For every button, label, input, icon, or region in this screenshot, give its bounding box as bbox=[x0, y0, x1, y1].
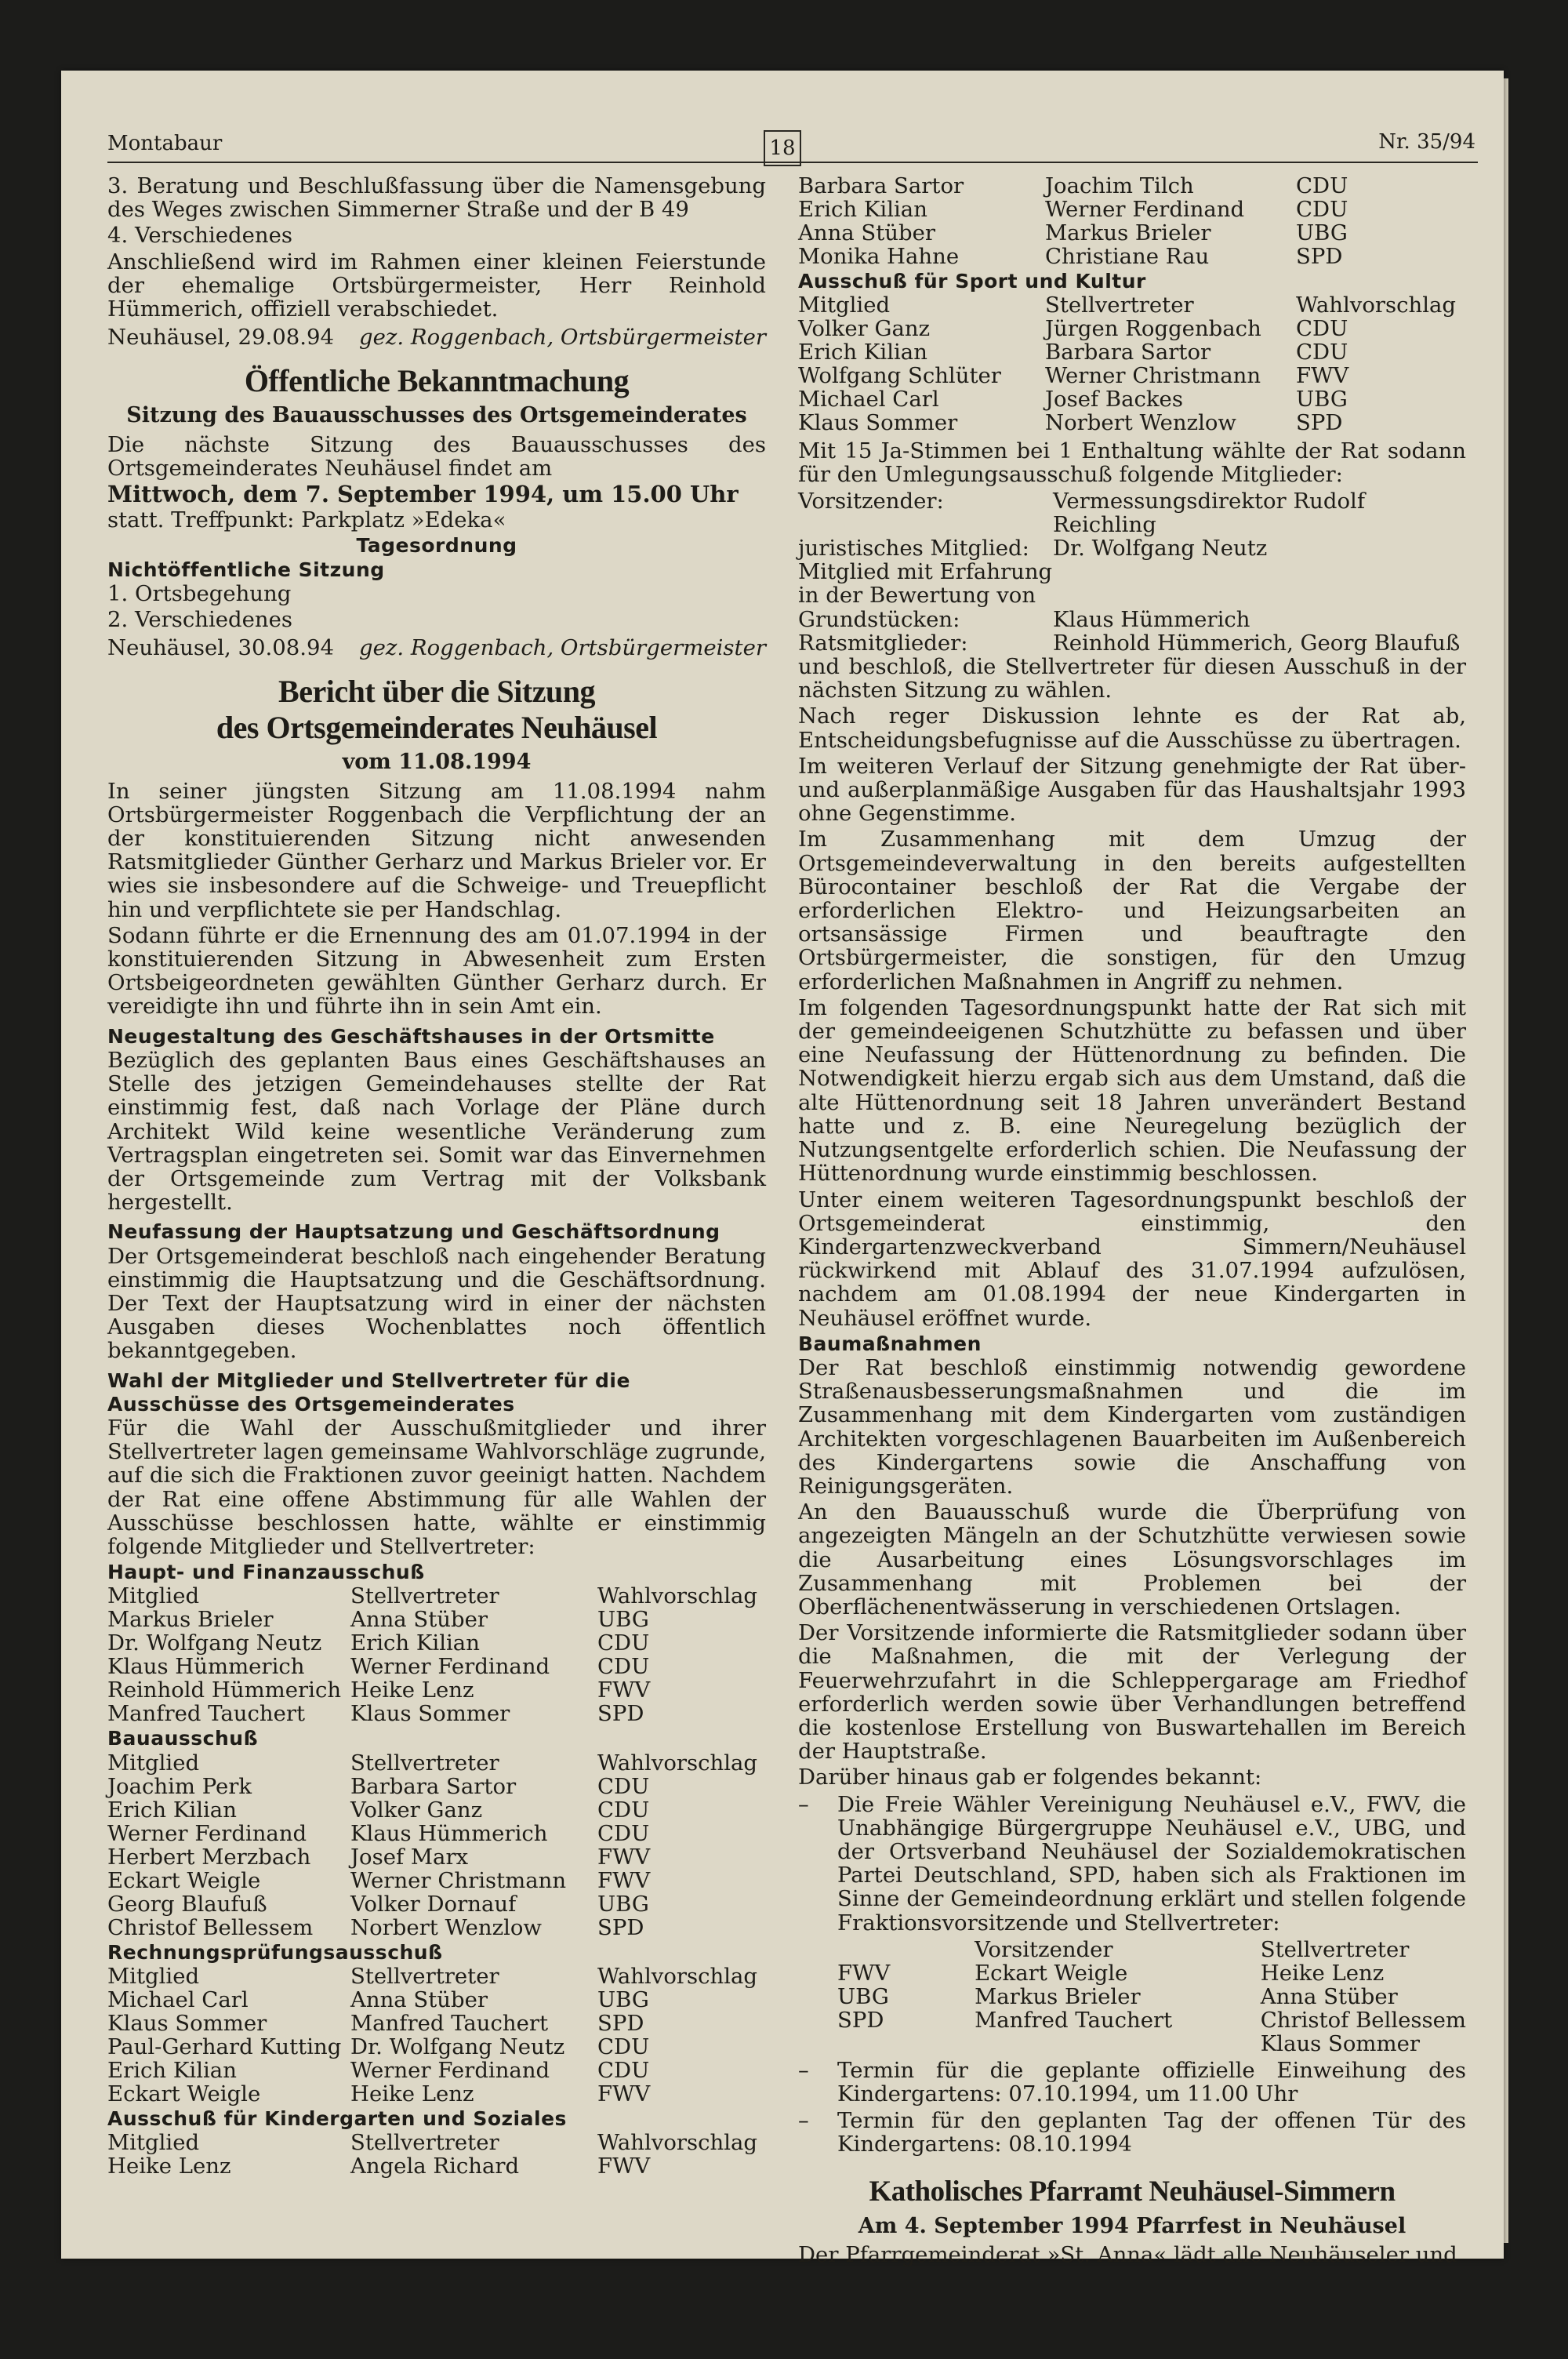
table-row bbox=[107, 1988, 766, 2012]
deputy-cell: Angela Richard bbox=[350, 2153, 520, 2179]
party-cell: FWV bbox=[597, 1867, 651, 1893]
deputy-cell: Erich Kilian bbox=[350, 1630, 480, 1656]
deputy-cell: Joachim Tilch bbox=[1045, 173, 1194, 198]
pfarramt-title: Katholisches Pfarramt Neuhäusel-Simmern bbox=[869, 2175, 1396, 2208]
member-cell: Werner Ferdinand bbox=[107, 1820, 307, 1846]
party-cell: CDU bbox=[597, 1820, 650, 1846]
paragraph: statt. Treffpunkt: Parkplatz »Edeka« bbox=[107, 507, 506, 533]
deputy-cell: Christof Bellessem bbox=[1260, 2007, 1466, 2033]
member-cell: Erich Kilian bbox=[107, 1797, 237, 1823]
party-cell: CDU bbox=[1296, 197, 1348, 222]
announcement-text: Die Freie Wähler Vereinigung Neuhäusel e.V., FWV, die Unabhängige Bürgergruppe Neuhäusel e.V., UBG, und der Ortsverband Neuhäusel der Sozialdemokratischen Partei Deutschland, SPD, haben sich als Fraktionen im Sinne der Gemeindeordnung erklärt und stellen folgende Fraktionsvorsitzende und Stellvertreter: bbox=[837, 1791, 1466, 1936]
committee-heading: Ausschuß für Kindergarten und Soziales bbox=[107, 2106, 567, 2130]
paragraph: Im weiteren Verlauf der Sitzung genehmigte der Rat über- und außerplanmäßige Ausgaben für das Haushaltsjahr 1993 ohne Gegenstimme. bbox=[798, 753, 1466, 827]
fraktion-cell: SPD bbox=[837, 2007, 884, 2033]
table-row bbox=[107, 1631, 766, 1655]
table-row bbox=[107, 1655, 766, 1678]
deputy-cell: Barbara Sartor bbox=[1045, 340, 1211, 365]
committee-heading: Rechnungsprüfungsausschuß bbox=[107, 1940, 443, 1964]
deputy-cell: Dr. Wolfgang Neutz bbox=[350, 2034, 565, 2059]
header-page-number: 18 bbox=[764, 130, 801, 166]
member-cell: Wolfgang Schlüter bbox=[798, 363, 1001, 389]
signature-line bbox=[107, 325, 766, 349]
role-label: in der Bewertung von bbox=[798, 583, 1036, 609]
column-header: Wahlvorschlag bbox=[597, 2129, 758, 2155]
committee-table bbox=[798, 293, 1466, 434]
table-row bbox=[798, 387, 1466, 411]
table-row bbox=[107, 1869, 766, 1892]
party-cell: CDU bbox=[597, 2034, 650, 2059]
committee-heading: Ausschuß für Sport und Kultur bbox=[798, 270, 1146, 293]
chair-cell: Manfred Tauchert bbox=[975, 2007, 1173, 2033]
role-label: Ratsmitglieder: bbox=[798, 630, 968, 656]
table-row bbox=[107, 2154, 766, 2178]
signature-name: gez. Roggenbach, Ortsbürgermeister bbox=[359, 635, 766, 661]
column-header: Stellvertreter bbox=[1045, 293, 1194, 318]
party-cell: UBG bbox=[1296, 387, 1348, 413]
party-cell: CDU bbox=[597, 1630, 650, 1656]
column-header: Vorsitzender bbox=[975, 1936, 1113, 1962]
committee-table bbox=[107, 1751, 766, 1939]
deputy-cell: Heike Lenz bbox=[350, 1677, 474, 1703]
party-cell: CDU bbox=[597, 2057, 650, 2083]
table-row bbox=[837, 1985, 1466, 2008]
table-row bbox=[107, 1965, 766, 1988]
column-header bbox=[837, 1938, 975, 1961]
table-row bbox=[837, 1961, 1466, 1985]
bericht-title: Bericht über die Sitzung bbox=[278, 674, 595, 710]
party-cell: CDU bbox=[597, 1797, 650, 1823]
member-cell: Klaus Sommer bbox=[798, 410, 958, 436]
role-label: Mitglied mit Erfahrung bbox=[798, 559, 1053, 585]
chair-cell: Eckart Weigle bbox=[975, 1960, 1128, 1986]
member-cell: Christof Bellessem bbox=[107, 1914, 314, 1940]
pfarrfest-subtitle: Am 4. September 1994 Pfarrfest in Neuhäusel bbox=[858, 2213, 1406, 2238]
table-row bbox=[107, 2012, 766, 2035]
table-row bbox=[107, 1608, 766, 1631]
dash-marker: – bbox=[798, 2108, 809, 2134]
column-header: Stellvertreter bbox=[350, 1583, 499, 1609]
paragraph: Nach reger Diskussion lehnte es der Rat ab, Entscheidungsbefugnisse auf die Ausschüsse zu übertragen. bbox=[798, 703, 1466, 753]
header-town: Montabaur bbox=[107, 132, 223, 155]
tagesordnung-heading: Tagesordnung bbox=[356, 534, 517, 558]
header-rule bbox=[107, 162, 1478, 163]
party-cell: CDU bbox=[1296, 316, 1348, 342]
table-row bbox=[107, 1845, 766, 1869]
table-row bbox=[107, 2131, 766, 2154]
column-header: Wahlvorschlag bbox=[597, 1750, 758, 1776]
column-header: Stellvertreter bbox=[1260, 1936, 1410, 1962]
table-row bbox=[798, 198, 1466, 221]
left-column bbox=[107, 174, 766, 2178]
member-cell: Eckart Weigle bbox=[107, 2081, 261, 2106]
party-cell: SPD bbox=[597, 1701, 644, 1727]
member-cell: Georg Blaufuß bbox=[107, 1891, 267, 1917]
section-heading: Neufassung der Hauptsatzung und Geschäftsordnung bbox=[107, 1220, 720, 1244]
party-cell: FWV bbox=[597, 1844, 651, 1870]
agenda-item: 3. Beratung und Beschlußfassung über die Namensgebung des Weges zwischen Simmerner Straße und der B 49 bbox=[107, 173, 766, 223]
table-row bbox=[107, 2035, 766, 2059]
member-entry bbox=[798, 536, 1466, 560]
paragraph: Der Ortsgemeinderat beschloß nach eingehender Beratung einstimmig die Hauptsatzung und die Geschäftsordnung. Der Text der Hauptsatzung wird in einer der nächsten Ausgaben dieses Wochenblattes noch öffentlich bekanntgegeben. bbox=[107, 1243, 766, 1364]
table-row bbox=[798, 293, 1466, 317]
committee-table bbox=[798, 174, 1466, 268]
committee-table bbox=[107, 1965, 766, 2106]
table-row bbox=[107, 1916, 766, 1939]
signature-line bbox=[107, 636, 766, 660]
table-row bbox=[798, 340, 1466, 364]
announcement-text: Termin für den geplanten Tag der offenen Tür des Kindergartens: 08.10.1994 bbox=[837, 2108, 1466, 2157]
announcement-item bbox=[798, 2109, 1466, 2156]
party-cell: SPD bbox=[597, 2010, 644, 2036]
role-label: Grundstücken: bbox=[798, 606, 960, 632]
announcement-item bbox=[798, 2059, 1466, 2106]
member-entry bbox=[798, 489, 1466, 536]
table-row bbox=[107, 1798, 766, 1822]
party-cell: UBG bbox=[597, 1986, 649, 2012]
paragraph: Bezüglich des geplanten Baus eines Geschäftshauses an Stelle des jetzigen Gemeindehauses stellte der Rat einstimmig fest, daß nach Vorlage der Pläne durch Architekt Wild keine wesentliche Veränderung zum Vertragsplan eingetreten sei. Somit war das Einvernehmen der Ortsgemeinde zum Vertrag mit der Volksbank hergestellt. bbox=[107, 1047, 766, 1216]
member-cell: Erich Kilian bbox=[798, 340, 927, 365]
deputy-cell: Josef Backes bbox=[1045, 387, 1183, 413]
table-row bbox=[107, 1892, 766, 1916]
deputy-cell: Volker Ganz bbox=[350, 1797, 483, 1823]
deputy-cell: Anna Stüber bbox=[350, 1986, 488, 2012]
dash-marker: – bbox=[798, 1791, 809, 1817]
fraktion-cell bbox=[837, 2032, 975, 2055]
member-cell: Dr. Wolfgang Neutz bbox=[107, 1630, 322, 1656]
committee-table bbox=[107, 2131, 766, 2178]
bekanntmachung-subtitle: Sitzung des Bauausschusses des Ortsgemeinderates bbox=[126, 403, 747, 428]
committee-heading: Bauausschuß bbox=[107, 1727, 259, 1750]
umlegung-members bbox=[798, 489, 1466, 655]
deputy-cell: Jürgen Roggenbach bbox=[1045, 316, 1261, 342]
column-header: Stellvertreter bbox=[350, 2129, 499, 2155]
member-cell: Klaus Sommer bbox=[107, 2010, 267, 2036]
table-row bbox=[798, 221, 1466, 245]
deputy-cell: Volker Dornauf bbox=[350, 1891, 517, 1917]
bericht-date: vom 11.08.1994 bbox=[342, 750, 532, 775]
announcement-item bbox=[798, 1793, 1466, 1935]
party-cell: FWV bbox=[1296, 363, 1349, 389]
meeting-date: Mittwoch, dem 7. September 1994, um 15.00 Uhr bbox=[107, 481, 739, 508]
paragraph: Die nächste Sitzung des Bauausschusses des Ortsgemeinderates Neuhäusel findet am bbox=[107, 431, 766, 481]
signature-place: Neuhäusel, 30.08.94 bbox=[107, 635, 334, 661]
header-issue: Nr. 35/94 bbox=[1378, 130, 1475, 154]
fraktion-cell: UBG bbox=[837, 1983, 889, 2009]
role-label: Vorsitzender: bbox=[798, 488, 944, 514]
agenda-item: 1. Ortsbegehung bbox=[107, 580, 292, 606]
chair-cell: Markus Brieler bbox=[975, 1983, 1141, 2009]
member-name: Dr. Wolfgang Neutz bbox=[1053, 536, 1268, 562]
table-row bbox=[798, 411, 1466, 434]
member-cell: Heike Lenz bbox=[107, 2153, 231, 2179]
bekanntmachung-title: Öffentliche Bekanntmachung bbox=[244, 363, 630, 399]
signature-place: Neuhäusel, 29.08.94 bbox=[107, 325, 334, 351]
section-heading: Neugestaltung des Geschäftshauses in der Ortsmitte bbox=[107, 1024, 715, 1048]
party-cell: FWV bbox=[597, 1677, 651, 1703]
deputy-cell: Norbert Wenzlow bbox=[350, 1914, 542, 1940]
member-cell: Erich Kilian bbox=[107, 2057, 237, 2083]
column-header: Mitglied bbox=[107, 1583, 200, 1609]
member-entry bbox=[798, 583, 1466, 607]
member-cell: Michael Carl bbox=[107, 1986, 249, 2012]
role-label: juristisches Mitglied: bbox=[798, 536, 1029, 562]
table-row bbox=[798, 245, 1466, 268]
party-cell: CDU bbox=[1296, 340, 1348, 365]
party-cell: FWV bbox=[597, 2153, 651, 2179]
deputy-cell: Josef Marx bbox=[350, 1844, 469, 1870]
deputy-cell: Klaus Hümmerich bbox=[350, 1820, 548, 1846]
deputy-cell: Werner Ferdinand bbox=[350, 1654, 550, 1680]
member-cell: Barbara Sartor bbox=[798, 173, 964, 198]
deputy-cell: Norbert Wenzlow bbox=[1045, 410, 1236, 436]
committee-lists bbox=[107, 1561, 766, 2178]
table-row bbox=[107, 1584, 766, 1608]
fraktion-cell: FWV bbox=[837, 1960, 891, 1986]
table-row bbox=[107, 1702, 766, 1725]
member-cell: Monika Hahne bbox=[798, 244, 960, 269]
committee-table bbox=[107, 1584, 766, 1725]
table-row bbox=[107, 2059, 766, 2082]
column-header: Stellvertreter bbox=[350, 1963, 499, 1989]
column-header: Mitglied bbox=[107, 1963, 200, 1989]
signature-name: gez. Roggenbach, Ortsbürgermeister bbox=[359, 325, 766, 351]
deputy-cell: Werner Ferdinand bbox=[350, 2057, 550, 2083]
member-cell: Paul-Gerhard Kutting bbox=[107, 2034, 342, 2059]
paragraph: Im Zusammenhang mit dem Umzug der Ortsgemeindeverwaltung in den bereits aufgestellten Bürocontainer beschloß der Rat die Vergabe der erforderlichen Elektro- und Heizungsarbeiten an ortsansässige Firmen und beauftragte den Ortsbürgermeister, die sonstigen, für den Umzug erforderlichen Maßnahmen in Angriff zu nehmen. bbox=[798, 827, 1466, 994]
member-entry bbox=[798, 560, 1466, 583]
party-cell: CDU bbox=[1296, 173, 1348, 198]
nichtoeffentlich-heading: Nichtöffentliche Sitzung bbox=[107, 558, 385, 581]
member-cell: Joachim Perk bbox=[107, 1773, 252, 1799]
member-entry bbox=[798, 631, 1466, 655]
member-cell: Volker Ganz bbox=[798, 316, 931, 342]
deputy-cell: Manfred Tauchert bbox=[350, 2010, 549, 2036]
deputy-cell: Barbara Sartor bbox=[350, 1773, 517, 1799]
table-row bbox=[107, 1775, 766, 1798]
bericht-title: des Ortsgemeinderates Neuhäusel bbox=[216, 710, 658, 746]
member-cell: Herbert Merzbach bbox=[107, 1844, 311, 1870]
deputy-cell: Christiane Rau bbox=[1045, 244, 1210, 269]
column-header: Mitglied bbox=[107, 1750, 200, 1776]
member-cell: Erich Kilian bbox=[798, 197, 927, 222]
paragraph: An den Bauausschuß wurde die Überprüfung von angezeigten Mängeln an der Schutzhütte verwiesen sowie die Ausarbeitung eines Lösungsvorschlages im Zusammenhang mit Problemen bei der Oberflächenentwässerung in verschiedenen Ortslagen. bbox=[798, 1499, 1466, 1619]
paragraph: In seiner jüngsten Sitzung am 11.08.1994 nahm Ortsbürgermeister Roggenbach die Verpflichtung der an der konstituierenden Sitzung nicht anwesenden Ratsmitglieder Günther Gerharz und Markus Brieler vor. Er wies sie insbesondere auf die Schweige- und Treuepflicht hin und verpflichtete sie per Handschlag. bbox=[107, 778, 766, 922]
deputy-cell: Klaus Sommer bbox=[1260, 2030, 1421, 2056]
paragraph: Unter einem weiteren Tagesordnungspunkt beschloß der Ortsgemeinderat einstimmig, den Kindergartenzweckverband Simmern/Neuhäusel rückwirkend mit Ablauf des 31.07.1994 aufzulösen, nachdem am 01.08.1994 der neue Kindergarten in Neuhäusel eröffnet wurde. bbox=[798, 1187, 1466, 1331]
fraktion-list bbox=[837, 1938, 1466, 2055]
section-heading: Wahl der Mitglieder und Stellvertreter für die Ausschüsse des Ortsgemeinderates bbox=[107, 1369, 630, 1416]
member-name: Vermessungsdirektor Rudolf Reichling bbox=[1053, 488, 1365, 537]
member-name: Reinhold Hümmerich, Georg Blaufuß bbox=[1053, 630, 1461, 656]
deputy-cell: Markus Brieler bbox=[1045, 220, 1211, 245]
paragraph: Sodann führte er die Ernennung des am 01.07.1994 in der konstituierenden Sitzung in Abwesenheit zum Ersten Ortsbeigeordneten gewählten Günther Gerharz durch. Er vereidigte ihn und führte ihn in sein Amt ein. bbox=[107, 922, 766, 1020]
committee-heading: Haupt- und Finanzausschuß bbox=[107, 1561, 425, 1584]
table-row bbox=[837, 1938, 1466, 1961]
party-cell: UBG bbox=[597, 1891, 649, 1917]
table-row bbox=[107, 2082, 766, 2106]
chair-cell bbox=[975, 2032, 1261, 2055]
table-row bbox=[798, 364, 1466, 387]
member-cell: Reinhold Hümmerich bbox=[107, 1677, 342, 1703]
paragraph: Der Vorsitzende informierte die Ratsmitglieder sodann über die Maßnahmen, die mit der Verlegung der Feuerwehrzufahrt in die Schleppergarage am Friedhof erforderlich werden sowie über Verhandlungen betreffend die kostenlose Erstellung von Buswartehallen im Bereich der Hauptstraße. bbox=[798, 1620, 1466, 1765]
agenda-item: 4. Verschiedenes bbox=[107, 223, 293, 249]
party-cell: CDU bbox=[597, 1773, 650, 1799]
paragraph: Der Rat beschloß einstimmig notwendig gewordene Straßenausbesserungsmaßnahmen und die im Zusammenhang mit dem Kindergarten vom zuständigen Architekten vorgeschlagenen Bauarbeiten im Außenbereich des Kindergartens sowie die Anschaffung von Reinigungsgeräten. bbox=[798, 1354, 1466, 1499]
deputy-cell: Anna Stüber bbox=[350, 1607, 488, 1633]
party-cell: CDU bbox=[597, 1654, 650, 1680]
paragraph: Im folgenden Tagesordnungspunkt hatte der Rat sich mit der gemeindeeigenen Schutzhütte zu befassen und über eine Neufassung der Hüttenordnung zu befinden. Die Notwendigkeit hierzu ergab sich aus dem Umstand, daß die alte Hüttenordnung seit 18 Jahren unverändert Bestand hatte und z. B. eine Neuregelung bezüglich der Nutzungsentgelte erforderlich schien. Die Neufassung der Hüttenordnung wurde einstimmig beschlossen. bbox=[798, 994, 1466, 1187]
right-column bbox=[798, 174, 1466, 2269]
table-row bbox=[107, 1751, 766, 1775]
section-heading: Baumaßnahmen bbox=[798, 1332, 982, 1355]
column-header: Wahlvorschlag bbox=[597, 1583, 758, 1609]
deputy-cell: Klaus Sommer bbox=[350, 1701, 510, 1727]
deputy-cell: Heike Lenz bbox=[350, 2081, 474, 2106]
party-cell: FWV bbox=[597, 2081, 651, 2106]
paragraph: Für die Wahl der Ausschußmitglieder und ihrer Stellvertreter lagen gemeinsame Wahlvorschläge zugrunde, auf die sich die Fraktionen zuvor geeinigt hatten. Nachdem der Rat eine offene Abstimmung für alle Wahlen der Ausschüsse beschlossen hatte, wählte er einstimmig folgende Mitglieder und Stellvertreter: bbox=[107, 1415, 766, 1559]
deputy-cell: Heike Lenz bbox=[1260, 1960, 1385, 1986]
table-row bbox=[107, 1678, 766, 1702]
deputy-cell: Werner Ferdinand bbox=[1045, 197, 1245, 222]
member-cell: Manfred Tauchert bbox=[107, 1701, 306, 1727]
paragraph: Anschließend wird im Rahmen einer kleinen Feierstunde der ehemalige Ortsbürgermeister, Herr Reinhold Hümmerich, offiziell verabschiedet. bbox=[107, 249, 766, 322]
member-entry bbox=[798, 608, 1466, 631]
party-cell: UBG bbox=[1296, 220, 1348, 245]
party-cell: SPD bbox=[1296, 410, 1343, 436]
fraktion-table bbox=[837, 1938, 1466, 2055]
member-cell: Michael Carl bbox=[798, 387, 939, 413]
deputy-cell: Anna Stüber bbox=[1260, 1983, 1398, 2009]
announcement-text: Termin für die geplante offizielle Einweihung des Kindergartens: 07.10.1994, um 11.00 Uhr bbox=[837, 2057, 1466, 2106]
column-header: Wahlvorschlag bbox=[597, 1963, 758, 1989]
party-cell: SPD bbox=[1296, 244, 1343, 269]
party-cell: UBG bbox=[597, 1607, 649, 1633]
member-cell: Klaus Hümmerich bbox=[107, 1654, 305, 1680]
paragraph: Mit 15 Ja-Stimmen bei 1 Enthaltung wählte der Rat sodann für den Umlegungsausschuß folgende Mitglieder: bbox=[798, 438, 1466, 488]
member-name: Klaus Hümmerich bbox=[1053, 606, 1250, 632]
member-cell: Anna Stüber bbox=[798, 220, 936, 245]
member-cell: Eckart Weigle bbox=[107, 1867, 261, 1893]
paragraph: und beschloß, die Stellvertreter für diesen Ausschuß in der nächsten Sitzung zu wählen. bbox=[798, 654, 1466, 703]
member-cell: Markus Brieler bbox=[107, 1607, 274, 1633]
column-header: Mitglied bbox=[798, 293, 891, 318]
table-row bbox=[837, 2032, 1466, 2055]
table-row bbox=[837, 2008, 1466, 2032]
column-header: Mitglied bbox=[107, 2129, 200, 2155]
paragraph: Der Pfarrgemeinderat »St. Anna« lädt alle Neuhäuseler und bbox=[798, 2241, 1457, 2267]
dash-marker: – bbox=[798, 2057, 809, 2083]
table-row bbox=[798, 317, 1466, 340]
deputy-cell: Werner Christmann bbox=[350, 1867, 567, 1893]
paragraph: Darüber hinaus gab er folgendes bekannt: bbox=[798, 1765, 1262, 1790]
table-row bbox=[798, 174, 1466, 198]
deputy-cell: Werner Christmann bbox=[1045, 363, 1261, 389]
column-header: Stellvertreter bbox=[350, 1750, 499, 1776]
table-row bbox=[107, 1822, 766, 1845]
agenda-item: 2. Verschiedenes bbox=[107, 607, 293, 633]
party-cell: SPD bbox=[597, 1914, 644, 1940]
column-header: Wahlvorschlag bbox=[1296, 293, 1457, 318]
